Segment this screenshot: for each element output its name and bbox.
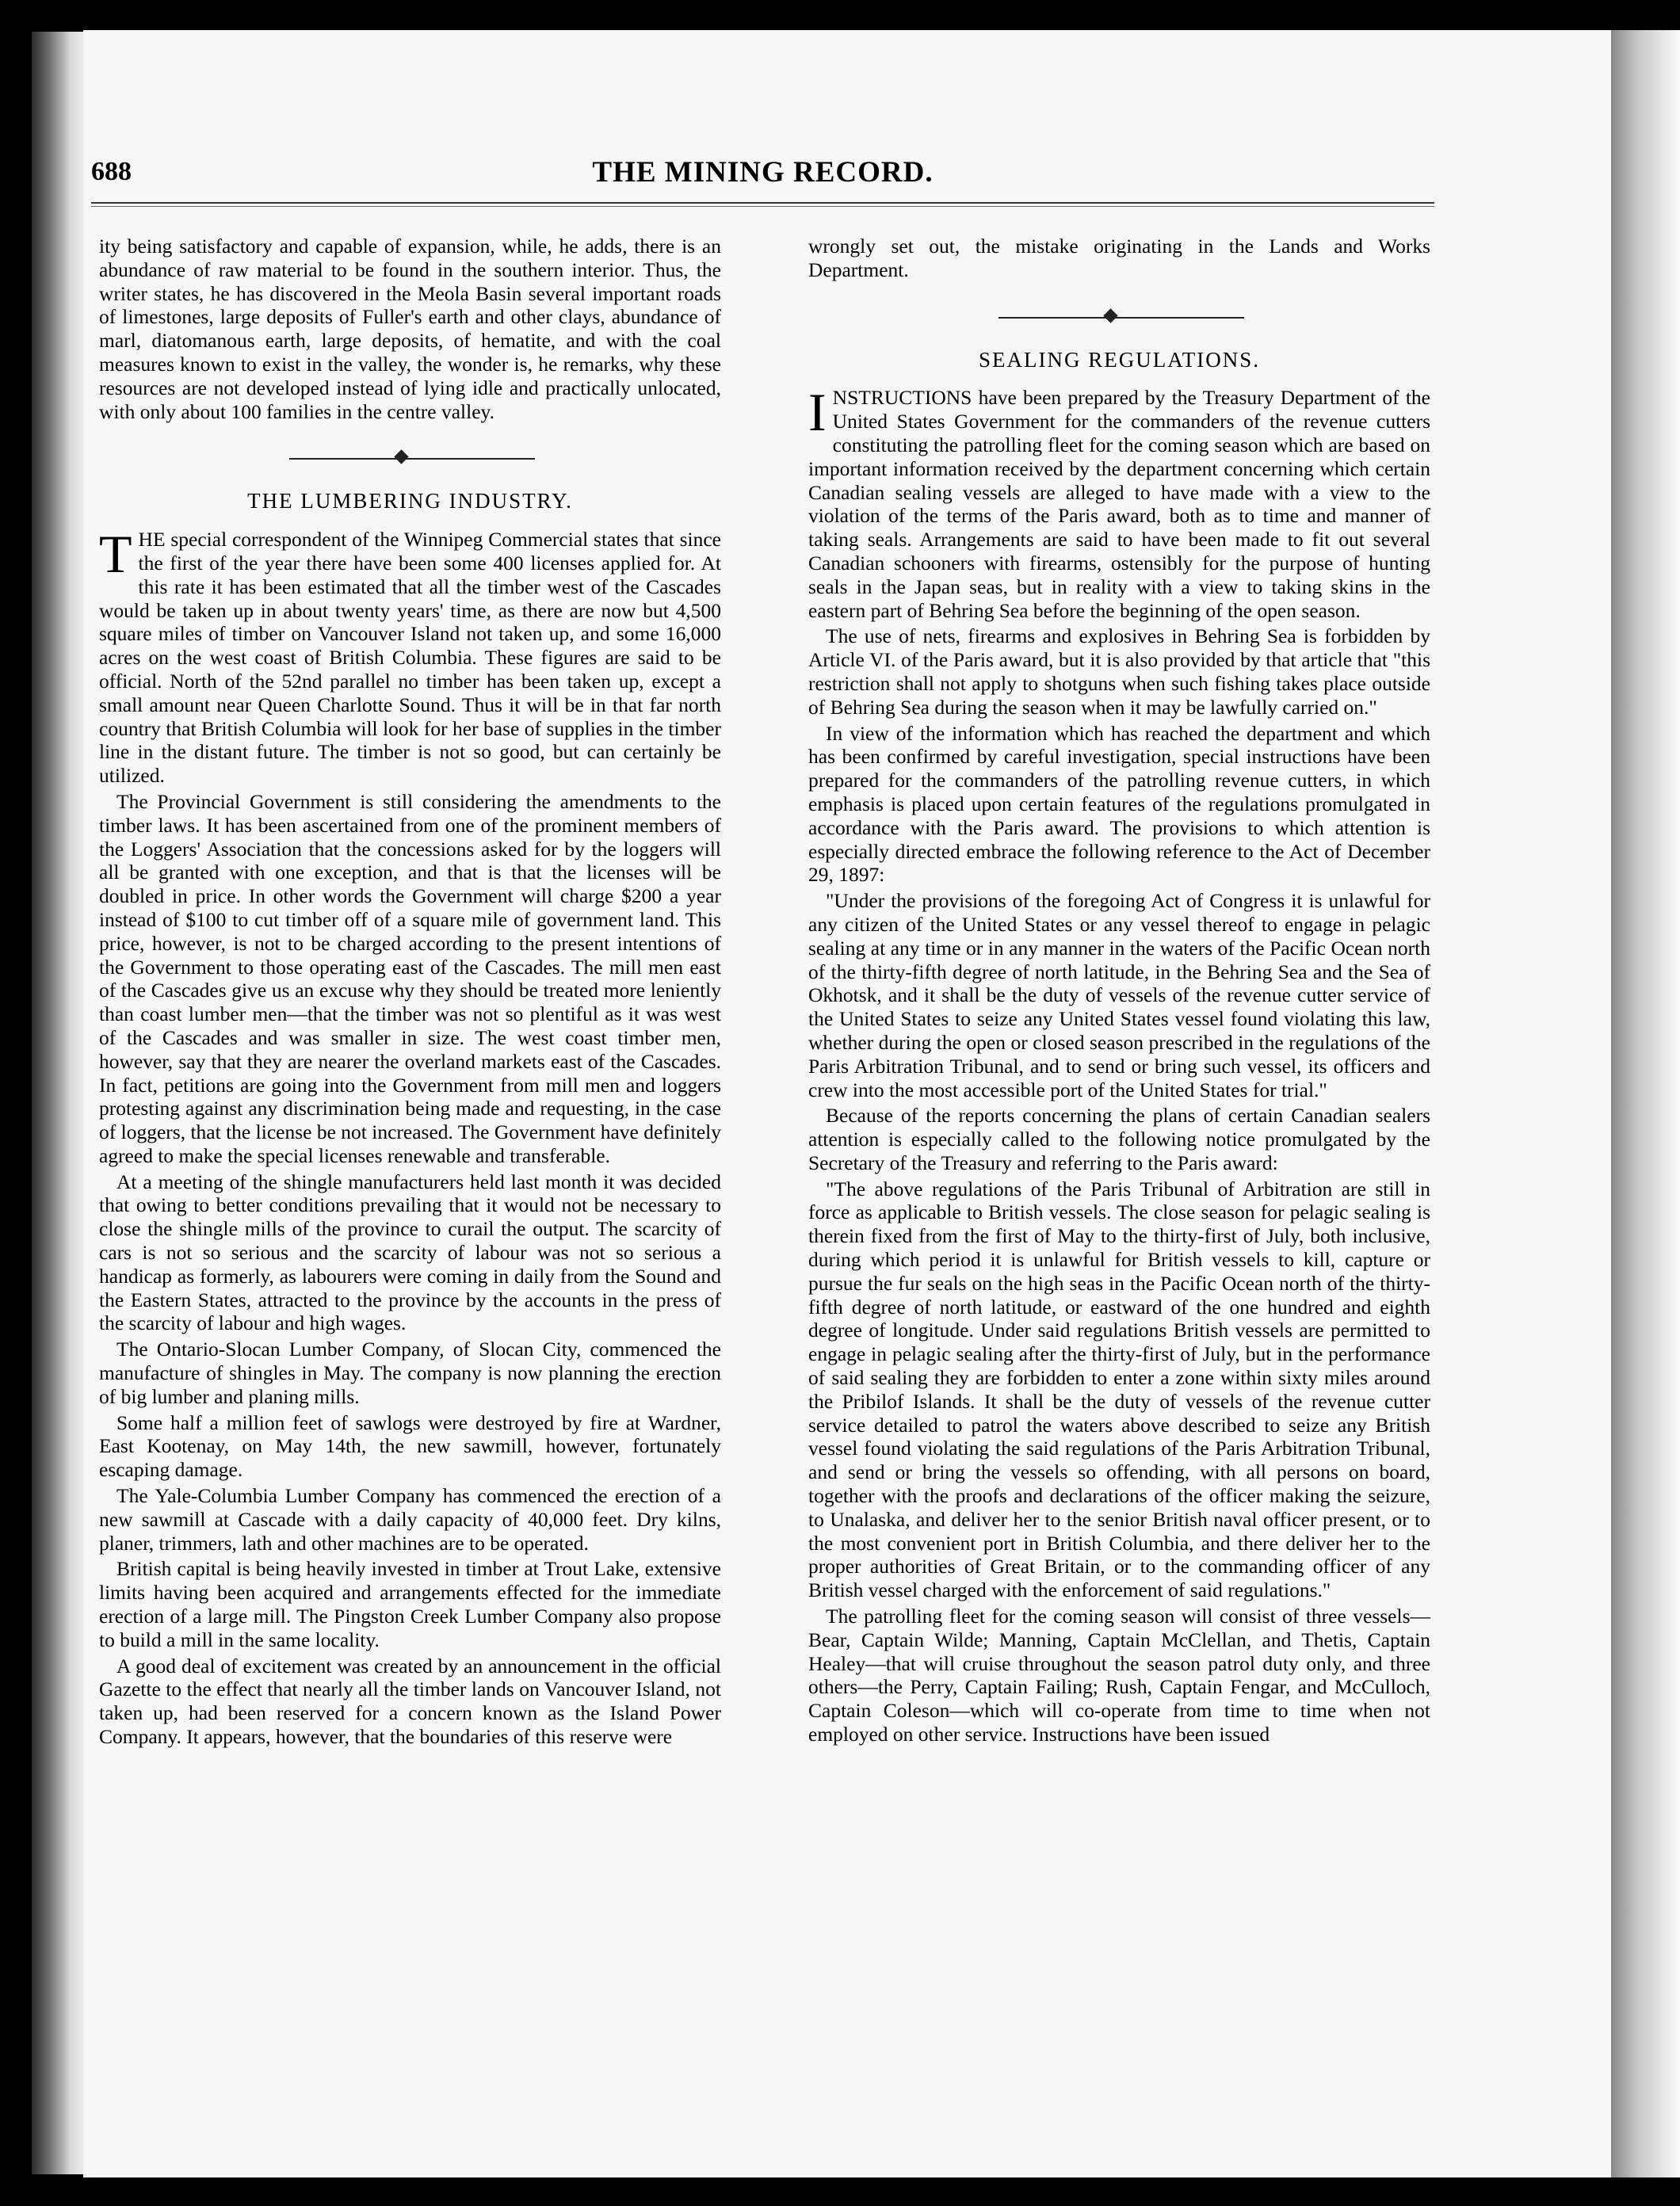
- paragraph: THE special correspondent of the Winnipeg Commercial states that since the first of the year there have been some 400 licenses applied for. At this rate it has been estimated that all the timber west of the Cascades would be taken up in about twenty years' time, as there are now but 4,500 square miles of timber on Vancouver Island not taken up, and some 16,000 acres on the west coast of British Columbia. These figures are said to be official. North of the 52nd parallel no timber has been taken up, except a small amount near Queen Charlotte Sound. Thus it will be in that far north country that British Columbia will look for her base of supplies in the timber line in the distant future. The timber is not so good, but can certainly be utilized.: [99, 524, 721, 788]
- diamond-ornament-icon: [394, 450, 408, 464]
- paragraph: wrongly set out, the mistake originating in the Lands and Works Department.: [808, 235, 1430, 281]
- paragraph: At a meeting of the shingle manufacturers held last month it was decided that owing to better conditions prevailing that it would not be necessary to close the shingle mills of the province to curail the output. The scarcity of cars is not so serious and the scarcity of labour was not so serious a handicap as formerly, as labourers were coming in daily from the Sound and the Eastern States, attracted to the province by the accounts in the press of the scarcity of labour and high wages.: [99, 1170, 721, 1335]
- section-title: THE LUMBERING INDUSTRY.: [247, 489, 573, 513]
- section-divider: [808, 296, 1430, 338]
- facing-page-edge: [1611, 30, 1680, 2177]
- page-number: 688: [91, 157, 132, 186]
- paragraph: Some half a million feet of sawlogs were destroyed by fire at Wardner, East Kootenay, on May 14th, the new sawmill, however, fortunately escaping damage.: [99, 1410, 721, 1482]
- right-column: [808, 235, 1430, 1749]
- paragraph: "The above regulations of the Paris Tribunal of Arbitration are still in force as applicable to British vessels. The close season for pelagic sealing is therein fixed from the first of May to the thirty-first of July, both inclusive, during which period it is unlawful for British vessels to kill, capture or pursue the fur seals on the high seas in the Pacific Ocean north of the thirty-fifth degree of north latitude, or eastward of the one hundred and eighth degree of longitude. Under said regulations British vessels are permitted to engage in pelagic sealing after the thirty-first of July, but in the performance of said sealing they are forbidden to enter a zone within sixty miles around the Pribilof Islands. It shall be the duty of vessels of the revenue cutter service detailed to patrol the waters above described to seize any British vessel found violating the said regulations of the Paris Arbitration Tribunal, and send or bring the vessels so offending, with all persons on board, together with the proofs and declarations of the officer making the seizure, to Unalaska, and deliver her to the senior British naval officer present, or to the most convenient port in British Columbia, and there deliver her to the proper authorities of Great Britain, or to the commanding officer of any British vessel charged with the enforcement of said regulations.": [808, 1177, 1430, 1602]
- paragraph: INSTRUCTIONS have been prepared by the Treasury Department of the United States Government for the commanders of the revenue cutters constituting the patrolling fleet for the coming season which are based on important information received by the department concerning which certain Canadian sealing vessels are alleged to have made with a view to the violation of the terms of the Paris award, both as to time and manner of taking seals. Arrangements are said to have been made to fit out several Canadian schooners with firearms, ostensibly for the purpose of hunting seals in the Japan seas, but in reality with a view to taking skins in the eastern part of Behring Sea before the beginning of the open season.: [808, 382, 1430, 622]
- paragraph: ity being satisfactory and capable of expansion, while, he adds, there is an abundance of raw material to be found in the southern interior. Thus, the writer states, he has discovered in the Meola Basin several important roads of limestones, large deposits of Fuller's earth and other clays, abundance of marl, diatomanous earth, large deposits, of hematite, and with the coal measures known to exist in the valley, the wonder is, he remarks, why these resources are not developed instead of lying idle and practically unlocated, with only about 100 families in the centre valley.: [99, 235, 721, 423]
- paragraph: A good deal of excitement was created by an announcement in the official Gazette to the effect that nearly all the timber lands on Vancouver Island, not taken up, had been reserved for a concern known as the Island Power Company. It appears, however, that the boundaries of this reserve were: [99, 1654, 721, 1749]
- section-divider: [99, 437, 721, 479]
- header-rule: [91, 202, 1434, 204]
- left-column: [99, 235, 721, 1751]
- paragraph: "Under the provisions of the foregoing Act of Congress it is unlawful for any citizen of the United States or any vessel thereof to engage in pelagic sealing at any time or in any manner in the waters of the Pacific Ocean north of the thirty-fifth degree of north latitude, in the Behring Sea and the Sea of Okhotsk, and it shall be the duty of vessels of the revenue cutter service of the United States to seize any United States vessel found violating this law, whether during the open or closed season prescribed in the regulations of the Paris Arbitration Tribunal, and to send or bring such vessel, its officers and crew into the most accessible port of the United States for trial.": [808, 889, 1430, 1101]
- paragraph: British capital is being heavily invested in timber at Trout Lake, extensive limits having been acquired and arrangements effected for the immediate erection of a large mill. The Pingston Creek Lumber Company also propose to build a mill in the same locality.: [99, 1557, 721, 1651]
- paragraph: The patrolling fleet for the coming season will consist of three vessels—Bear, Captain Wilde; Manning, Captain McClellan, and Thetis, Captain Healey—that will cruise throughout the season patrol duty only, and three others—the Perry, Captain Failing; Rush, Captain Fengar, and McCulloch, Captain Coleson—which will co-operate from time to time when not employed on other service. Instructions have been issued: [808, 1605, 1430, 1746]
- paragraph: Because of the reports concerning the plans of certain Canadian sealers attention is especially called to the following notice promulgated by the Secretary of the Treasury and referring to the Paris award:: [808, 1104, 1430, 1174]
- drop-cap: I: [808, 382, 827, 443]
- publication-title: THE MINING RECORD.: [592, 156, 934, 189]
- diamond-ornament-icon: [1103, 308, 1117, 323]
- page-header: [91, 125, 1434, 189]
- paragraph: The use of nets, firearms and explosives in Behring Sea is forbidden by Article VI. of the Paris award, but it is also provided by that article that "this restriction shall not apply to shotguns when such fishing takes place outside of Behring Sea during the season when it may be lawfully carried on.": [808, 624, 1430, 719]
- drop-cap: T: [99, 524, 132, 585]
- section-title: SEALING REGULATIONS.: [979, 347, 1260, 372]
- paragraph: The Yale-Columbia Lumber Company has commenced the erection of a new sawmill at Cascade with a daily capacity of 40,000 feet. Dry kilns, planer, trimmers, lath and other machines are to be operated.: [99, 1484, 721, 1555]
- header-rule-thin: [91, 206, 1434, 207]
- paragraph: In view of the information which has reached the department and which has been confirmed by careful investigation, special instructions have been prepared for the commanders of the patrolling revenue cutters, in which emphasis is placed upon certain features of the regulations promulgated in accordance with the Paris award. The provisions to which attention is especially directed embrace the following reference to the Act of December 29, 1897:: [808, 721, 1430, 887]
- paragraph: The Ontario-Slocan Lumber Company, of Slocan City, commenced the manufacture of shingles in May. The company is now planning the erection of big lumber and planing mills.: [99, 1338, 721, 1408]
- book-binding-edge: [32, 32, 87, 2174]
- paragraph: The Provincial Government is still considering the amendments to the timber laws. It has been ascertained from one of the prominent members of the Loggers' Association that the concessions asked for by the loggers will all be granted with one exception, and that is that the licenses will be doubled in price. In other words the Government will charge $200 a year instead of $100 to cut timber off of a square mile of government land. This price, however, is not to be charged according to the present intentions of the Government to those operating east of the Cascades. The mill men east of the Cascades give us an excuse why they should be treated more leniently than coast lumber men—that the timber was not so plentiful as it was west of the Cascades and was smaller in size. The west coast timber men, however, say that they are nearer the overland markets east of the Cascades. In fact, petitions are going into the Government from mill men and loggers protesting against any discrimination being made and requesting, in the case of loggers, that the license be not increased. The Government have definitely agreed to make the special licenses renewable and transferable.: [99, 789, 721, 1167]
